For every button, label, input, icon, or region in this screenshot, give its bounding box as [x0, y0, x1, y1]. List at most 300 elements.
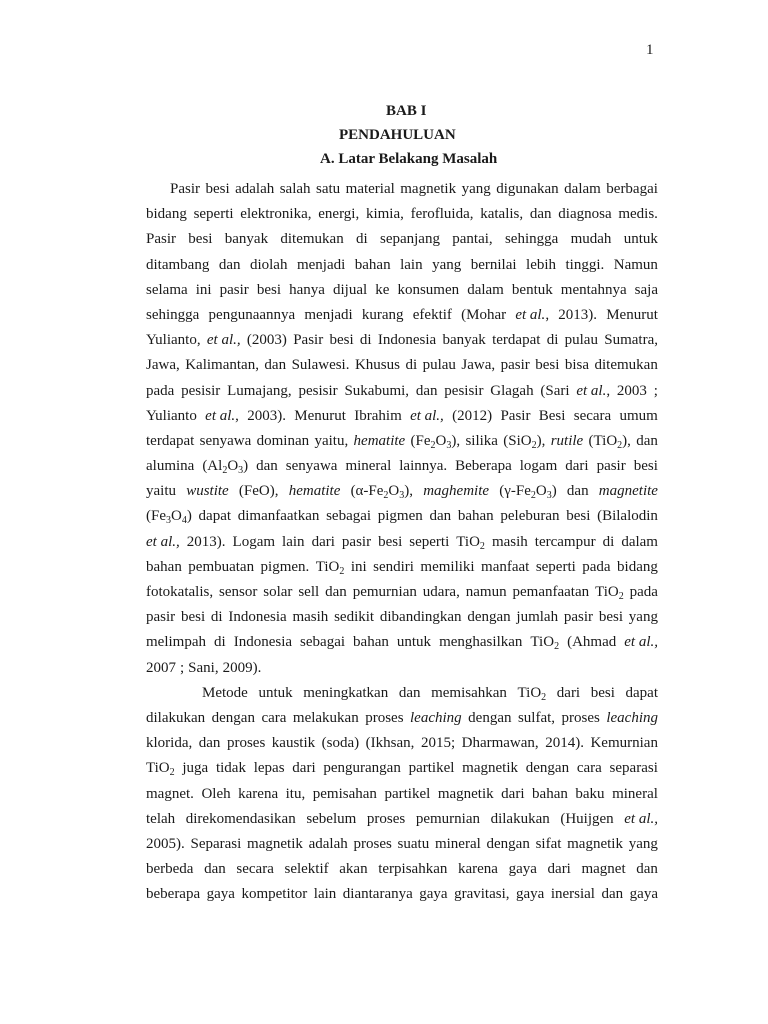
- word: (soda): [321, 735, 360, 752]
- word: pesisir: [444, 382, 484, 399]
- word: selama: [146, 281, 188, 298]
- word: untuk: [396, 634, 432, 651]
- word: et al.,: [515, 306, 550, 323]
- word: dan: [198, 735, 221, 752]
- chapter-title: PENDAHULUAN: [339, 127, 456, 143]
- word: Namun: [613, 256, 658, 273]
- text-line: [146, 605, 658, 630]
- word: TiO$_2$: [517, 684, 547, 703]
- word: gaya: [206, 886, 235, 903]
- word: diantaranya: [342, 886, 413, 903]
- word: pulau: [422, 357, 456, 374]
- word: magnetik: [247, 835, 303, 852]
- word: pasir: [146, 609, 176, 626]
- word: besi: [205, 181, 230, 197]
- word: 2007: [146, 659, 176, 676]
- word: Yulianto,: [146, 332, 201, 349]
- word: terdapat: [492, 332, 541, 349]
- word: (2003): [246, 332, 287, 349]
- word: diagnosa: [558, 206, 612, 223]
- word: ini: [350, 558, 367, 575]
- word: dan: [204, 861, 226, 878]
- word: dan: [256, 458, 278, 475]
- word: silika: [465, 432, 498, 449]
- word: TiO$_2$: [595, 584, 624, 602]
- word: 2003).: [247, 407, 286, 424]
- word: dan: [601, 886, 624, 903]
- word: mineral: [612, 785, 658, 802]
- word: pulau: [564, 332, 598, 349]
- word: banyak: [224, 231, 269, 248]
- word: dan: [325, 584, 347, 600]
- text-line: [146, 530, 658, 555]
- word: separasi: [609, 760, 658, 777]
- word: proses: [365, 709, 404, 726]
- word: suatu: [397, 835, 430, 852]
- word: pigmen.: [260, 558, 310, 575]
- word: ke: [375, 281, 390, 298]
- word: cara: [576, 760, 602, 777]
- word: TiO$_2$: [146, 760, 175, 779]
- word: pemisahan: [312, 785, 377, 802]
- word: karena: [457, 861, 498, 878]
- word: dan: [429, 508, 452, 525]
- word: (SiO$_2$),: [503, 432, 546, 451]
- word: sifat: [535, 835, 562, 852]
- word: ;: [180, 659, 185, 676]
- word: et al.,: [624, 810, 658, 827]
- word: hanya: [289, 281, 325, 298]
- word: dari: [547, 861, 571, 878]
- word: gaya: [629, 886, 658, 903]
- word: dan: [636, 861, 658, 878]
- word: gaya: [516, 886, 545, 903]
- word: partikel: [408, 760, 455, 777]
- word: dominan: [256, 432, 310, 449]
- word: fotokatalis,: [146, 584, 214, 600]
- word: magnetik: [437, 785, 494, 802]
- word: mudah: [570, 231, 612, 248]
- word: selektif: [284, 861, 329, 878]
- word: sehingga: [146, 306, 200, 323]
- word: umum: [619, 407, 658, 424]
- word: hematite: [353, 432, 406, 449]
- word: menjadi: [304, 306, 353, 323]
- word: bahan: [146, 558, 182, 575]
- word: yang: [628, 609, 658, 626]
- word: bahan: [457, 508, 494, 525]
- word: lepas: [253, 760, 285, 777]
- word: manfaat: [481, 558, 530, 575]
- word: juga: [182, 760, 209, 777]
- word: besi: [535, 357, 560, 374]
- word: pasir: [219, 281, 249, 298]
- text-line: [146, 555, 658, 580]
- word: et al.,: [576, 382, 611, 399]
- word: 2013).: [558, 306, 598, 323]
- word: konsumen: [397, 281, 460, 298]
- word: pasir: [596, 458, 626, 475]
- word: pasir: [500, 357, 530, 374]
- word: di: [602, 533, 615, 550]
- word: seperti: [193, 206, 234, 223]
- text-line: [146, 630, 658, 655]
- word: mentahnya: [560, 281, 627, 298]
- word: Lumajang,: [227, 382, 292, 399]
- word: katalis,: [480, 206, 524, 223]
- text-line: [146, 328, 658, 353]
- word: magnetik: [462, 760, 518, 777]
- word: et al.,: [146, 533, 180, 550]
- word: wustite: [186, 483, 229, 500]
- section-heading: A. Latar Belakang Masalah: [320, 151, 498, 167]
- word: pada: [146, 382, 175, 399]
- word: pada: [582, 558, 611, 575]
- text-line: [146, 656, 658, 681]
- word: lebih: [526, 256, 557, 273]
- word: proses: [226, 735, 266, 752]
- word: Besi: [538, 407, 566, 424]
- word: (Sari: [540, 382, 570, 399]
- chapter-number: BAB I: [386, 103, 427, 119]
- word: telah: [146, 810, 176, 827]
- word: adalah: [308, 835, 348, 852]
- word: bidang: [617, 558, 658, 575]
- word: gravitasi,: [454, 886, 510, 903]
- word: dan: [566, 483, 589, 500]
- word: Beberapa: [455, 458, 512, 475]
- word: 2014).: [545, 735, 584, 752]
- word: lain: [282, 533, 305, 550]
- word: logam: [519, 458, 558, 475]
- word: banyak: [442, 332, 486, 349]
- word: sendiri: [373, 558, 414, 575]
- text-line: [146, 303, 658, 328]
- word: pemurnian: [415, 810, 480, 827]
- text-line: [146, 504, 658, 529]
- word: ini: [195, 281, 212, 298]
- word: bernilai: [470, 256, 517, 273]
- text-line: [146, 454, 658, 479]
- word: masih: [491, 533, 528, 550]
- word: tercampur: [534, 533, 596, 550]
- word: leaching: [410, 709, 462, 726]
- page-number: 1: [646, 42, 654, 58]
- word: TiO$_2$: [315, 558, 345, 577]
- word: bentuk: [511, 281, 553, 298]
- word: kimia,: [365, 206, 404, 223]
- word: (FeO),: [238, 483, 279, 500]
- text-line: [146, 832, 658, 857]
- word: yang: [432, 256, 462, 273]
- word: magnetik: [400, 181, 457, 197]
- text-line: [146, 756, 658, 781]
- word: Pasir: [500, 407, 531, 424]
- word: satu: [316, 181, 341, 197]
- word: dan: [264, 357, 287, 374]
- word: secara: [236, 861, 274, 878]
- word: menghasilkan: [439, 634, 523, 651]
- word: Yulianto: [146, 407, 197, 424]
- word: pigmen: [377, 508, 423, 525]
- word: $(Fe_2O_3)$,: [410, 432, 461, 451]
- word: besi: [188, 231, 213, 248]
- text-line: [146, 882, 658, 907]
- word: proses: [353, 835, 392, 852]
- word: dalam: [621, 533, 658, 550]
- word: Sumatra,: [604, 332, 658, 349]
- word: dilakukan: [490, 810, 550, 827]
- text-line: [146, 857, 658, 882]
- text-line: [146, 404, 658, 429]
- word: mineral: [345, 458, 392, 475]
- word: senyawa: [285, 458, 338, 475]
- word: dari: [292, 760, 316, 777]
- word: salah: [279, 181, 311, 197]
- word: bahan: [532, 785, 568, 802]
- word: sell: [298, 584, 320, 600]
- word: pembuatan: [188, 558, 255, 575]
- text-line: [146, 807, 658, 832]
- word: Logam: [232, 533, 276, 550]
- word: akan: [339, 861, 368, 878]
- word: sulfat,: [517, 709, 556, 726]
- word: untuk: [258, 684, 293, 701]
- word: efektif: [412, 306, 452, 323]
- word: kompetitor: [241, 886, 308, 903]
- word: Khusus: [354, 357, 400, 374]
- word: dari: [501, 785, 525, 802]
- word: Sulawesi.: [291, 357, 350, 374]
- word: sepanjang: [379, 231, 440, 248]
- word: sedikit: [334, 609, 375, 626]
- word: gaya: [508, 861, 537, 878]
- text-line: [146, 202, 658, 227]
- word: besi: [329, 332, 354, 349]
- word: yaitu,: [314, 432, 349, 449]
- word: besi: [598, 609, 623, 626]
- word: menjadi: [296, 256, 346, 273]
- word: dari: [565, 458, 589, 475]
- word: TiO$_2$: [530, 634, 560, 653]
- word: seperti: [535, 558, 576, 575]
- word: magnetite: [598, 483, 658, 500]
- word: $(\gamma-Fe_2O_3)$: [499, 483, 557, 502]
- word: proses: [561, 709, 600, 726]
- word: ferofluida,: [410, 206, 474, 223]
- word: pada: [629, 584, 658, 600]
- word: besi: [633, 458, 658, 475]
- word: ditambang: [146, 256, 210, 273]
- word: Oleh: [201, 785, 231, 802]
- word: (TiO$_2$),: [588, 432, 631, 451]
- text-line: [146, 479, 658, 504]
- word: (Ahmad: [567, 634, 617, 651]
- word: 2013).: [186, 533, 226, 550]
- word: besi: [590, 684, 615, 701]
- word: pengurangan: [323, 760, 401, 777]
- word: baku: [575, 785, 605, 802]
- word: magnet: [581, 861, 626, 878]
- word: di: [359, 332, 372, 349]
- word: secara: [573, 407, 612, 424]
- text-line: [146, 177, 658, 202]
- word: gaya: [419, 886, 448, 903]
- word: yang: [628, 835, 658, 852]
- word: lain: [313, 886, 337, 903]
- word: material: [345, 181, 395, 197]
- word: dan: [398, 684, 421, 701]
- word: dengan: [525, 760, 570, 777]
- word: dengan: [468, 709, 512, 726]
- word: dilakukan: [146, 709, 206, 726]
- text-line: [146, 227, 658, 252]
- word: ;: [653, 382, 658, 399]
- word: pesisir: [298, 382, 338, 399]
- word: sensor: [219, 584, 258, 600]
- word: dan: [218, 256, 241, 273]
- word: lain: [400, 256, 423, 273]
- word: melakukan: [292, 709, 359, 726]
- text-line: [146, 253, 658, 278]
- word: besi: [180, 609, 206, 626]
- word: Pasir: [293, 332, 324, 349]
- word: besi: [566, 508, 591, 525]
- word: pasir: [341, 533, 372, 550]
- text-line: [146, 731, 658, 756]
- word: dijual: [332, 281, 368, 298]
- word: dibandingkan: [379, 609, 462, 626]
- text-line: [146, 278, 658, 303]
- text-line: [146, 580, 658, 605]
- word: diolah: [249, 256, 288, 273]
- word: dalam: [467, 281, 504, 298]
- word: pesisir: [181, 382, 221, 399]
- word: Jawa,: [146, 357, 180, 374]
- word: udara,: [422, 584, 460, 600]
- word: $(Al_2O_3)$: [202, 458, 249, 477]
- word: terdapat: [146, 432, 195, 449]
- word: di: [214, 634, 226, 651]
- word: dan: [529, 206, 552, 223]
- word: Menurut: [294, 407, 346, 424]
- word: sehingga: [504, 231, 559, 248]
- text-line: [146, 681, 658, 706]
- word: ditemukan: [594, 357, 658, 374]
- word: medis.: [618, 206, 658, 223]
- word: dapat: [625, 684, 658, 701]
- word: karena: [238, 785, 279, 802]
- word: (2012): [452, 407, 493, 424]
- word: inersial: [550, 886, 595, 903]
- word: Kalimantan,: [185, 357, 259, 374]
- word: bisa: [564, 357, 590, 374]
- word: (Huijgen: [560, 810, 614, 827]
- word: sebagai: [300, 634, 346, 651]
- word: rutile: [550, 432, 584, 449]
- word: energi,: [318, 206, 360, 223]
- word: namun: [465, 584, 507, 600]
- word: magnetik: [567, 835, 623, 852]
- word: 2005).: [146, 835, 185, 852]
- word: lainnya.: [399, 458, 448, 475]
- word: Indonesia: [228, 609, 287, 626]
- word: kurang: [361, 306, 404, 323]
- word: Metode: [202, 684, 248, 701]
- word: partikel: [384, 785, 431, 802]
- word: dapat: [198, 508, 232, 525]
- word: senyawa: [199, 432, 252, 449]
- word: Kemurnian: [590, 735, 658, 752]
- word: pemurnian: [352, 584, 417, 600]
- word: Indonesia: [233, 634, 293, 651]
- word: Pasir: [146, 231, 176, 248]
- word: seperti: [409, 533, 450, 550]
- word: memiliki: [420, 558, 475, 575]
- word: mineral: [434, 835, 481, 852]
- word: 2015;: [420, 735, 456, 752]
- text-line: [146, 706, 658, 731]
- word: dengan: [211, 709, 255, 726]
- word: terpisahkan: [378, 861, 448, 878]
- text-line: [146, 379, 658, 404]
- word: Indonesia: [377, 332, 437, 349]
- word: hematite: [288, 483, 341, 500]
- word: et al.,: [205, 407, 239, 424]
- word: besi: [256, 281, 282, 298]
- word: yang: [461, 181, 491, 197]
- word: di: [210, 609, 223, 626]
- word: di: [546, 332, 559, 349]
- word: memisahkan: [431, 684, 507, 701]
- word: Sani,: [188, 659, 219, 676]
- word: Sukabumi,: [344, 382, 410, 399]
- word: et al.,: [206, 332, 241, 349]
- word: solar: [263, 584, 293, 600]
- word: masih: [292, 609, 329, 626]
- word: et al.,: [624, 634, 658, 651]
- word: digunakan: [496, 181, 559, 197]
- word: $(\alpha-Fe_2O_3)$,: [350, 483, 414, 502]
- word: dari: [311, 533, 335, 550]
- text-line: [146, 353, 658, 378]
- word: berbeda: [146, 861, 194, 878]
- word: Ibrahim: [354, 407, 402, 424]
- word: 2003: [616, 382, 647, 399]
- word: jumlah: [516, 609, 559, 626]
- word: tidak: [215, 760, 246, 777]
- word: leaching: [606, 709, 658, 726]
- word: beberapa: [146, 886, 201, 903]
- word: bidang: [146, 206, 187, 223]
- word: Glagah: [490, 382, 534, 399]
- word: dengan: [486, 835, 530, 852]
- word: proses: [366, 810, 406, 827]
- word: dan: [636, 432, 658, 449]
- word: tinggi.: [565, 256, 605, 273]
- word: sebelum: [306, 810, 357, 827]
- word: dari: [556, 684, 581, 701]
- word: di: [356, 231, 368, 248]
- word: klorida,: [146, 735, 193, 752]
- word: yaitu: [146, 483, 176, 500]
- word: direkomendasikan: [185, 810, 296, 827]
- word: dan: [415, 382, 438, 399]
- word: Separasi: [190, 835, 242, 852]
- word: Menurut: [606, 306, 658, 323]
- word: 2009).: [222, 659, 262, 676]
- word: pasir: [563, 609, 594, 626]
